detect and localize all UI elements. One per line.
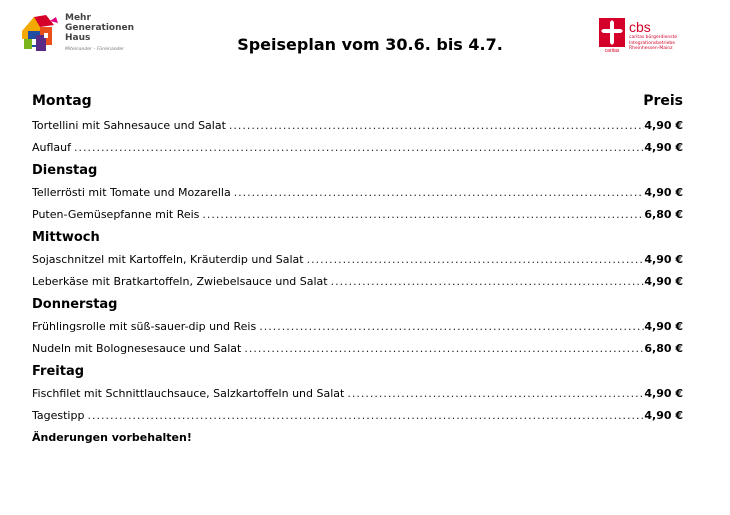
cbs-brand: cbs: [629, 19, 651, 35]
logo-subtitle: Miteinander – Füreinander: [65, 47, 125, 52]
dot-leader: [226, 115, 644, 137]
menu-item: [32, 271, 683, 293]
menu-item: [32, 182, 683, 204]
dish-price: 4,90 €: [644, 275, 683, 288]
dish-name: Frühlingsrolle mit süß-sauer-dip und Reis: [32, 320, 257, 333]
dot-leader: [304, 249, 645, 271]
dish-name: Auflauf: [32, 141, 72, 154]
day-heading-donnerstag: Donnerstag: [32, 297, 118, 312]
dot-leader: [71, 137, 644, 159]
dish-price: 4,90 €: [644, 387, 683, 400]
price-column-heading: Preis: [643, 93, 683, 109]
dot-leader: [241, 338, 644, 360]
caritas-badge-text: caritas: [604, 48, 620, 54]
dot-leader: [84, 405, 644, 427]
dish-price: 4,90 €: [644, 409, 683, 422]
dot-leader: [256, 316, 644, 338]
dish-price: 6,80 €: [644, 208, 683, 221]
dish-name: Tortellini mit Sahnesauce und Salat: [32, 119, 226, 132]
menu-item: [32, 383, 683, 405]
page-title: [0, 35, 730, 54]
disclaimer-note: Änderungen vorbehalten!: [32, 431, 192, 444]
cbs-line-2: Integrationsbetriebe: [629, 40, 676, 46]
cbs-line-1: caritas bürgerdienste: [629, 35, 678, 40]
dish-name: Fischfilet mit Schnittlauchsauce, Salzkartoffeln und Salat: [32, 387, 345, 400]
dot-leader: [231, 182, 645, 204]
dish-name: Leberkäse mit Bratkartoffeln, Zwiebelsauce und Salat: [32, 275, 328, 288]
menu-item: [32, 249, 683, 271]
page-title-text: Speiseplan vom 30.6. bis 4.7.: [237, 35, 503, 54]
menu-item: [32, 204, 683, 226]
menu-item: [32, 137, 683, 159]
day-heading-mittwoch: Mittwoch: [32, 230, 100, 245]
dish-price: 4,90 €: [644, 186, 683, 199]
menu-header: [32, 93, 683, 115]
menu-item: [32, 316, 683, 338]
dish-name: Tellerrösti mit Tomate und Mozarella: [32, 186, 231, 199]
day-heading-montag: Montag: [32, 93, 92, 109]
day-heading-dienstag: Dienstag: [32, 163, 98, 178]
menu-item: [32, 115, 683, 137]
menu-item: [32, 405, 683, 427]
dish-price: 4,90 €: [644, 141, 683, 154]
dish-name: Sojaschnitzel mit Kartoffeln, Kräuterdip und Salat: [32, 253, 304, 266]
logo-line-3: Haus: [65, 33, 91, 43]
dish-price: 4,90 €: [644, 119, 683, 132]
logo-line-1: Mehr: [65, 13, 91, 23]
menu-table: [32, 93, 683, 449]
dish-name: Puten-Gemüsepfanne mit Reis: [32, 208, 200, 221]
dish-name: Nudeln mit Bolognesesauce und Salat: [32, 342, 242, 355]
dot-leader: [199, 204, 644, 226]
day-heading-freitag: Freitag: [32, 364, 85, 379]
menu-item: [32, 338, 683, 360]
dish-price: 4,90 €: [644, 320, 683, 333]
dot-leader: [344, 383, 644, 405]
dot-leader: [328, 271, 645, 293]
dish-price: 6,80 €: [644, 342, 683, 355]
logo-line-2: Generationen: [65, 23, 135, 33]
dish-name: Tagestipp: [32, 409, 85, 422]
cbs-line-3: Rheinhessen-Mainz: [629, 46, 673, 51]
dish-price: 4,90 €: [644, 253, 683, 266]
